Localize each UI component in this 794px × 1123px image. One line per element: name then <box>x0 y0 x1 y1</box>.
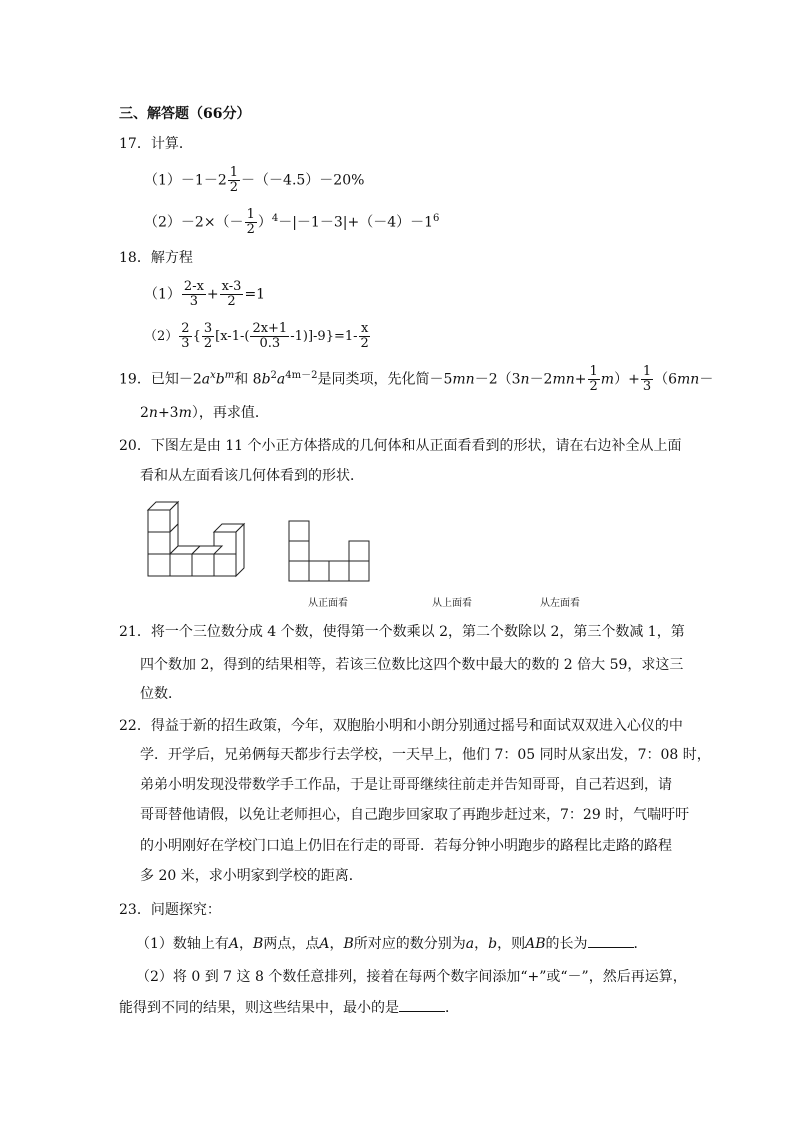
square <box>349 541 369 561</box>
q17-text: 计算． <box>150 136 193 152</box>
var: b <box>261 371 271 388</box>
text: （6 <box>654 371 678 388</box>
cube-front-face <box>148 532 170 554</box>
var: a <box>201 371 211 388</box>
text: ， <box>239 936 254 952</box>
text: 所对应的数分别为 <box>353 936 466 952</box>
q18-p2-fraction4 <box>359 322 371 351</box>
frac-num: 3 <box>203 321 213 336</box>
q23-part2-line2 <box>119 998 459 1018</box>
q22-line1 <box>119 716 683 736</box>
frac-den: 3 <box>642 379 652 394</box>
cube-front-face <box>148 510 170 532</box>
text: －2（3 <box>474 371 521 388</box>
q17-p2-mid: ） <box>257 214 272 231</box>
q22-text: 得益于新的招生政策，今年，双胞胎小明和小朗分别通过摇号和面试双双进入心仪的中 <box>150 718 683 734</box>
q19-fraction2 <box>641 365 653 394</box>
q17-p1-post: －（－4.5）－20% <box>241 172 365 189</box>
text: 两点，点 <box>263 936 320 952</box>
q17-p2-fraction <box>245 208 257 237</box>
frac-num: 2 <box>181 321 190 336</box>
q18-p2-label: （2） <box>144 329 179 344</box>
q21-number: 21． <box>119 624 151 640</box>
brace: { <box>192 329 201 344</box>
q21-line3: 位数． <box>140 686 182 702</box>
text: ． <box>633 936 648 952</box>
text: ， <box>474 936 489 952</box>
q22-number: 22． <box>119 718 151 734</box>
exponent: 4 <box>271 212 279 224</box>
q18-part2 <box>144 322 372 351</box>
frac-den: 2 <box>227 294 236 309</box>
q18-p1-fraction1 <box>182 280 206 309</box>
var: m <box>600 371 615 388</box>
text: （1）数轴上有 <box>136 936 229 952</box>
var: AB <box>525 936 546 952</box>
cube-solid-figure <box>138 498 248 590</box>
exponent: 6 <box>433 212 440 224</box>
text: +3 <box>157 405 179 421</box>
q18-p2-fraction1 <box>179 322 191 351</box>
text: － <box>699 371 714 388</box>
text: 是同类项，先化简－5 <box>317 371 453 388</box>
frac-num: 1 <box>246 207 255 222</box>
var: b <box>488 936 498 952</box>
section-title: 三、解答题（66分） <box>119 106 251 122</box>
exponent: 4m－2 <box>285 369 318 381</box>
text: 和 8 <box>234 371 262 388</box>
var: n <box>148 405 158 421</box>
answer-blank[interactable] <box>399 999 445 1012</box>
frac-num: 1 <box>229 165 239 180</box>
front-view-figure <box>288 520 378 584</box>
text: ，则 <box>497 936 526 952</box>
q19-line2 <box>140 403 269 423</box>
square <box>329 561 349 581</box>
frac-den: 2 <box>360 336 369 351</box>
q22-line3: 弟弟小明发现没带数学手工作品，于是让哥哥继续往前走并告知哥哥，自己若迟到，请 <box>140 777 672 793</box>
exponent: m <box>224 369 235 381</box>
q18-p2-fraction3 <box>250 322 289 351</box>
q17-p1-label: （1） <box>144 172 181 189</box>
text: 能得到不同的结果，则这些结果中，最小的是 <box>119 1000 399 1016</box>
frac-den: 0.3 <box>259 336 281 351</box>
frac-num: x-3 <box>221 279 242 294</box>
q19-line1 <box>119 365 713 394</box>
var: mn <box>552 371 575 388</box>
q22-line6: 多 20 米，求小明家到学校的距离． <box>140 868 363 884</box>
text: ， <box>329 936 344 952</box>
frac-den: 3 <box>181 336 190 351</box>
q23-text: 问题探究： <box>150 902 221 918</box>
q18-p2-fraction2 <box>202 322 214 351</box>
var: m <box>178 405 192 421</box>
q18-p1-rhs: =1 <box>244 286 266 303</box>
answer-blank[interactable] <box>588 935 634 948</box>
text: ）+ <box>614 371 640 388</box>
q23-number: 23． <box>119 902 151 918</box>
cube-front-face <box>148 554 170 576</box>
q17-part2 <box>144 208 439 237</box>
square <box>289 521 309 541</box>
q17-p2-post: －|－1－3|+（－4）－1 <box>278 214 434 231</box>
var: A <box>319 936 330 952</box>
left-view-label: 从左面看 <box>540 598 580 609</box>
q17-part1 <box>144 166 364 195</box>
frac-num: 2-x <box>183 279 204 294</box>
cube-front-face <box>170 554 192 576</box>
var: B <box>343 936 354 952</box>
exponent: x <box>210 369 216 381</box>
cube-side-face <box>236 524 244 576</box>
q17-p1-fraction <box>228 166 240 195</box>
var: B <box>253 936 264 952</box>
q17-number: 17． <box>119 136 151 152</box>
frac-den: 3 <box>189 294 199 309</box>
q19-fraction1 <box>588 365 600 394</box>
var: A <box>228 936 240 952</box>
text: ），再求值． <box>191 405 269 421</box>
q20-text: 下图左是由 11 个小正方体搭成的几何体和从正面看看到的形状，请在右边补全从上面 <box>150 438 682 454</box>
frac-num: 1 <box>642 364 652 379</box>
var: a <box>465 936 475 952</box>
q18-number: 18． <box>119 250 151 266</box>
q17-p1-pre: －1－2 <box>180 172 227 189</box>
frac-den: 2 <box>589 379 598 394</box>
q20-number: 20． <box>119 438 151 454</box>
square <box>349 561 369 581</box>
q23-stem <box>119 900 221 920</box>
q20-line2: 看和从左面看该几何体看到的形状． <box>140 468 364 484</box>
text: 2 <box>140 405 149 421</box>
frac-den: 2 <box>246 222 255 237</box>
q18-p2-mid2: -1)]-9}=1- <box>290 329 358 344</box>
q18-p2-mid1: [x-1-( <box>215 329 250 344</box>
front-view-label: 从正面看 <box>308 598 348 609</box>
q18-part1 <box>144 280 265 309</box>
q22-line5: 的小明刚好在学校门口追上仍旧在行走的哥哥．若每分钟小明跑步的路程比走路的路程 <box>140 838 672 854</box>
frac-num: x <box>361 321 369 336</box>
cube-front-face <box>214 554 236 576</box>
text: 已知－2 <box>150 371 202 388</box>
square <box>289 541 309 561</box>
frac-num: 2x+1 <box>252 321 288 336</box>
frac-den: 2 <box>229 180 239 195</box>
q18-stem <box>119 248 193 268</box>
q21-text: 将一个三位数分成 4 个数，使得第一个数乘以 2，第二个数除以 2，第三个数减 1，第 <box>150 624 685 640</box>
var: mn <box>452 371 475 388</box>
frac-den: 2 <box>203 336 213 351</box>
text: 的长为 <box>545 936 588 952</box>
exponent: 2 <box>270 369 277 381</box>
q20-line1 <box>119 436 682 456</box>
text: + <box>574 371 587 388</box>
q21-line2: 四个数加 2，得到的结果相等，若该三位数比这四个数中最大的数的 2 倍大 59，求这三 <box>140 657 684 673</box>
text: －2 <box>529 371 553 388</box>
q23-part1 <box>136 934 648 954</box>
q19-number: 19． <box>119 371 151 388</box>
square <box>309 561 329 581</box>
plus-sign: + <box>206 286 219 303</box>
q18-p1-fraction2 <box>220 280 244 309</box>
q21-line1 <box>119 622 685 642</box>
square <box>289 561 309 581</box>
frac-num: 1 <box>589 364 598 379</box>
cube-front-face <box>192 554 214 576</box>
var: mn <box>677 371 700 388</box>
q17-p2-pre: －2×（－ <box>180 214 244 231</box>
var: a <box>276 371 286 388</box>
q17-p2-label: （2） <box>144 214 181 231</box>
q23-part2-line1: （2）将 0 到 7 这 8 个数任意排列，接着在每两个数字间添加“+”或“－”，然后再运算， <box>136 969 687 985</box>
q17-stem <box>119 134 193 154</box>
q18-p1-label: （1） <box>144 286 181 303</box>
var: b <box>215 371 225 388</box>
q18-text: 解方程 <box>150 250 193 266</box>
top-view-label: 从上面看 <box>432 598 472 609</box>
q22-line4: 哥哥替他请假，以免让老师担心，自己跑步回家取了再跑步赶过来，7：29 时，气喘吁吁 <box>140 807 690 823</box>
var: n <box>520 371 530 388</box>
q22-line2: 学．开学后，兄弟俩每天都步行去学校，一天早上，他们 7：05 同时从家出发，7：08 时， <box>140 747 711 763</box>
text: ． <box>445 1000 459 1016</box>
